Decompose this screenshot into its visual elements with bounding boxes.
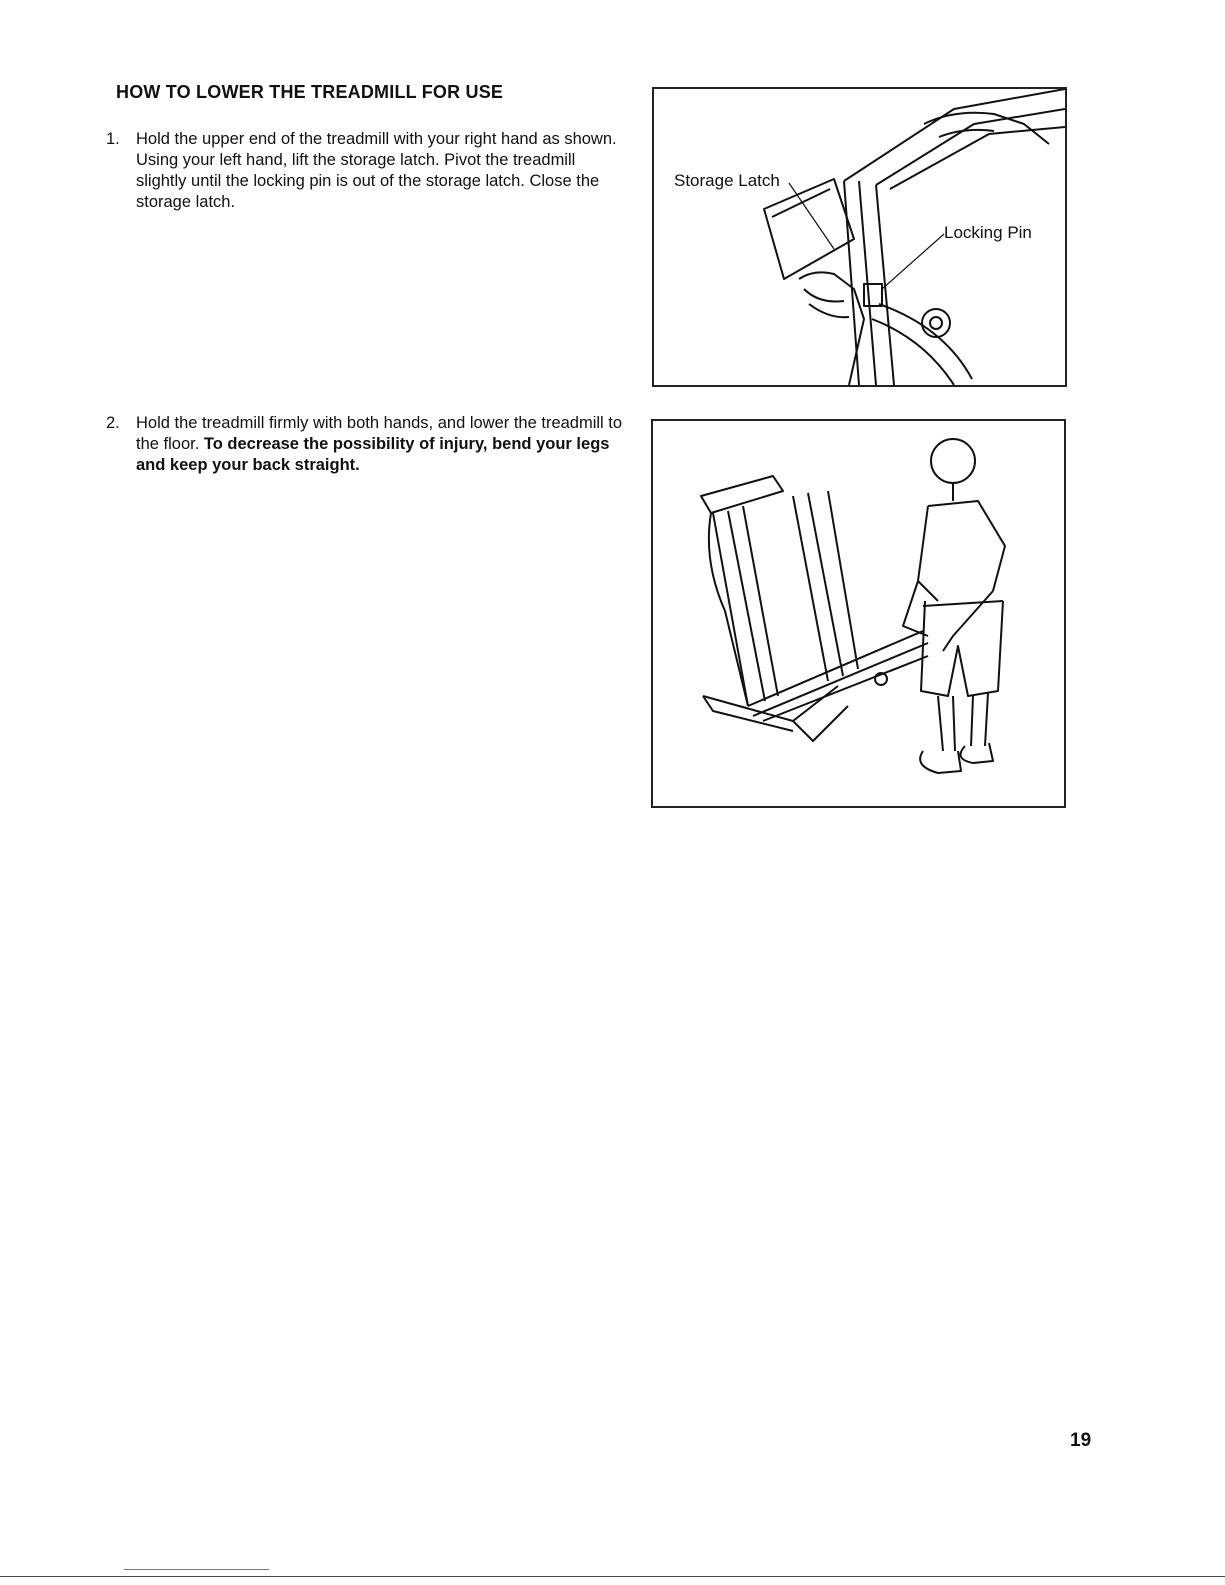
step-number: 2. [106,414,120,432]
step-2 [106,413,626,476]
section-heading: HOW TO LOWER THE TREADMILL FOR USE [116,82,504,102]
locking-pin-label: Locking Pin [944,223,1032,242]
scan-edge-mark [124,1569,269,1570]
safety-warning: To decrease the possibility of injury, bend your legs and keep your back straight. [136,435,610,474]
step-1 [106,129,626,213]
step-instruction: Hold the upper end of the treadmill with your right hand as shown. Using your left hand, lift the storage latch. Pivot the treadmill slightly until the locking pin is out of the storage latch. Close the storage latch. [136,130,617,211]
lowering-treadmill-illustration [651,419,1066,808]
lowering-line-art [653,421,1064,806]
step-text [136,129,626,213]
storage-latch-label: Storage Latch [674,171,780,190]
step-instruction: Hold the treadmill firmly with both hands, and lower the treadmill to the floor. [136,414,623,453]
step-number: 1. [106,130,120,148]
step-text [136,413,626,476]
page-number: 19 [1070,1430,1092,1451]
storage-latch-illustration [652,87,1067,387]
page-bottom-edge [0,1576,1225,1577]
